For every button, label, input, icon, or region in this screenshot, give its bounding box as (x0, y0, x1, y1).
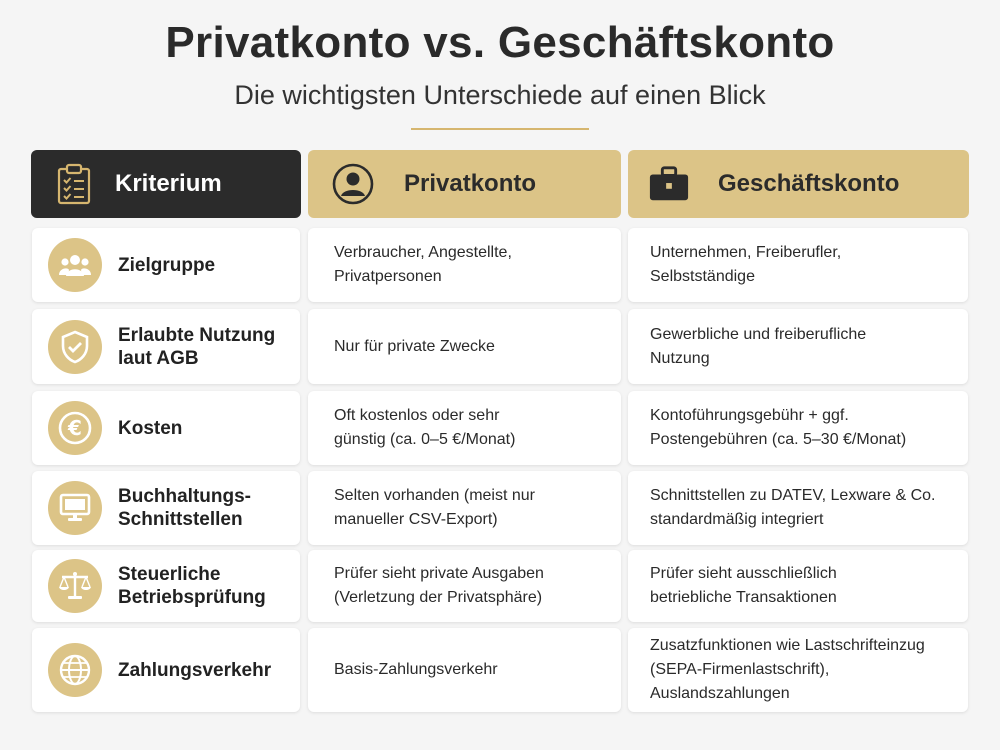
criterion-label: Zahlungsverkehr (118, 659, 272, 681)
geschaeft-value-cell (628, 471, 968, 545)
geschaeft-value-cell (628, 391, 968, 465)
header-privatkonto-label: Privatkonto (404, 170, 537, 197)
privat-value: Selten vorhanden (meist nur manueller CSV-Export) (334, 487, 535, 528)
criterion-cell (32, 228, 300, 302)
header-privatkonto (308, 150, 621, 218)
geschaeft-value-cell (628, 550, 968, 622)
monitor-icon (48, 481, 102, 535)
criterion-label: Erlaubte Nutzung laut AGB (118, 324, 276, 369)
privat-value: Prüfer sieht private Ausgaben (Verletzung der Privatsphäre) (334, 565, 544, 606)
page-subtitle: Die wichtigsten Unterschiede auf einen Blick (234, 80, 766, 110)
header-geschaeftskonto-label: Geschäftskonto (718, 170, 900, 197)
criterion-label: Kosten (118, 417, 183, 439)
criterion-label: Zielgruppe (118, 254, 216, 276)
title-divider (411, 128, 589, 130)
geschaeft-value: Unternehmen, Freiberufler, Selbstständige (650, 244, 842, 285)
briefcase-icon (648, 163, 690, 205)
geschaeft-value: Zusatzfunktionen wie Lastschrifteinzug (SEPA-Firmenlastschrift), Auslandszahlungen (650, 637, 925, 702)
privat-value-cell (308, 228, 621, 302)
geschaeft-value: Gewerbliche und freiberufliche Nutzung (650, 325, 867, 367)
header-geschaeftskonto (628, 150, 969, 218)
group-icon (48, 238, 102, 292)
euro-icon (48, 401, 102, 455)
geschaeft-value-cell (628, 309, 968, 384)
page-title: Privatkonto vs. Geschäftskonto (165, 18, 835, 67)
criterion-cell (32, 471, 300, 545)
privat-value-cell (308, 628, 621, 712)
svg-text:€: € (68, 416, 82, 440)
header-kriterium (31, 150, 301, 218)
geschaeft-value: Kontoführungsgebühr + ggf. Postengebühren (ca. 5–30 €/Monat) (650, 407, 907, 448)
criterion-cell (32, 550, 300, 622)
person-icon (332, 163, 374, 205)
privat-value: Verbraucher, Angestellte, Privatpersonen (334, 244, 512, 285)
scales-icon (48, 559, 102, 613)
criterion-cell (32, 628, 300, 712)
geschaeft-value-cell (628, 228, 968, 302)
privat-value-cell (308, 471, 621, 545)
privat-value-cell (308, 309, 621, 384)
privat-value-cell (308, 391, 621, 465)
privat-value: Basis-Zahlungsverkehr (334, 661, 498, 678)
geschaeft-value: Prüfer sieht ausschließlich betriebliche Transaktionen (650, 565, 837, 606)
criterion-label: Steuerliche Betriebsprüfung (118, 564, 266, 608)
clipboard-checklist-icon (53, 163, 95, 205)
shield-check-icon (48, 320, 102, 374)
globe-icon (48, 643, 102, 697)
privat-value: Nur für private Zwecke (334, 337, 495, 355)
criterion-cell (32, 309, 300, 384)
privat-value: Oft kostenlos oder sehr günstig (ca. 0–5 €/Monat) (334, 407, 516, 448)
geschaeft-value-cell (628, 628, 968, 712)
criterion-label: Buchhaltungs- Schnittstellen (118, 486, 251, 530)
criterion-cell (32, 391, 300, 465)
privat-value-cell (308, 550, 621, 622)
geschaeft-value: Schnittstellen zu DATEV, Lexware & Co. standardmäßig integriert (650, 487, 936, 528)
header-kriterium-label: Kriterium (115, 170, 222, 197)
